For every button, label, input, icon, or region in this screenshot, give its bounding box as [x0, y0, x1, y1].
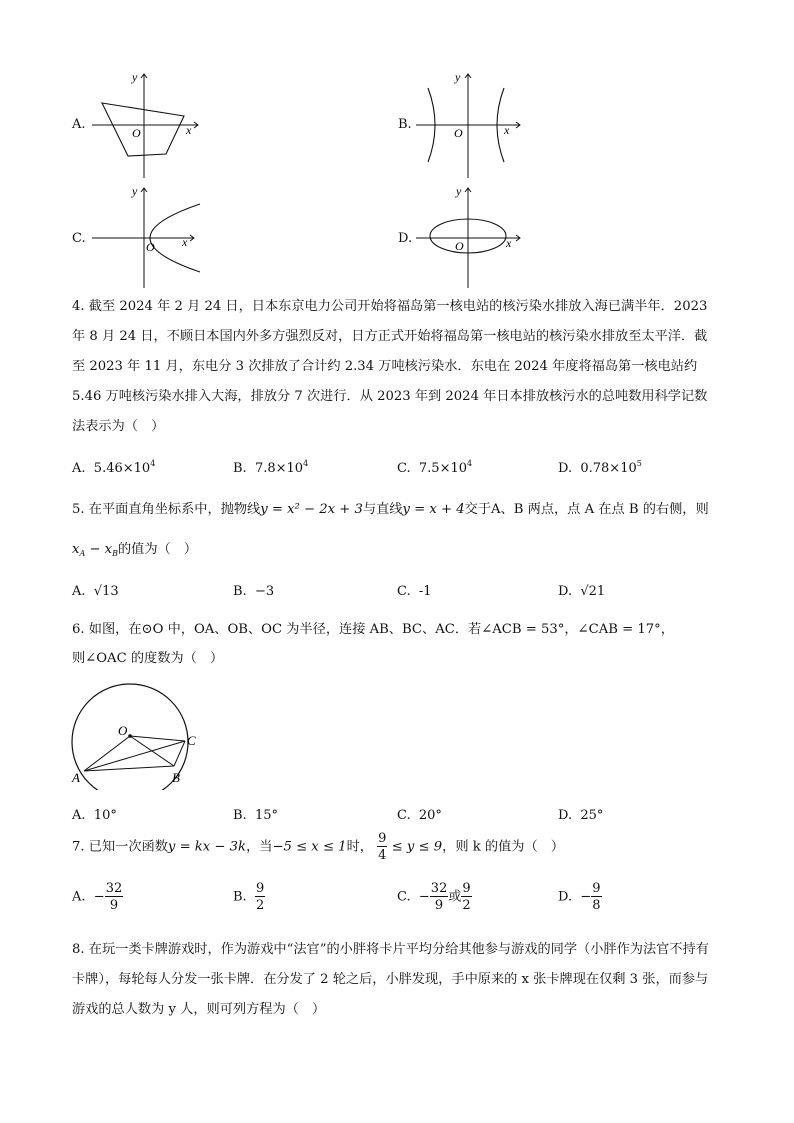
label-o: O — [118, 723, 128, 738]
x-label: x — [504, 123, 510, 137]
y-label: y — [455, 70, 461, 84]
y-label: y — [132, 70, 138, 84]
q5-option-b: B. −3 — [233, 584, 275, 599]
q5-option-d: D. √21 — [558, 584, 606, 599]
origin-label: O — [146, 240, 155, 254]
q4-option-c: C. $7.5\times 10^4$ — [397, 459, 473, 476]
q8-number: 8. — [72, 942, 85, 957]
question-6-line1: 6. 如图，在⊙O 中，OA、OB、OC 为半径，连接 AB、BC、AC．若∠ACB = 53°，∠CAB = 17°， — [72, 622, 674, 637]
q5-parabola-expr: y = x² − 2x + 3 — [260, 502, 363, 517]
question-6-line2: 则∠OAC 的度数为（ ） — [72, 651, 224, 666]
option-d-label: D. — [398, 231, 413, 246]
question-4 — [72, 292, 712, 442]
graph-c-parabola — [88, 184, 208, 292]
graph-a-quadrilateral — [88, 70, 208, 182]
question-8 — [72, 935, 712, 1025]
q7-fraction: $\frac{9}{4}$ — [378, 831, 387, 863]
origin-label: O — [455, 239, 464, 253]
q6-option-a: A. 10° — [72, 808, 117, 823]
question-7-stem: 7. 已知一次函数y = kx − 3k，当−5 ≤ x ≤ 1时， $\frac{9}{4}$ ≤ y ≤ 9，则 k 的值为（ ） — [72, 831, 565, 863]
q6-option-c: C. 20° — [397, 808, 442, 823]
segment-oa — [84, 736, 130, 771]
question-5-line2: $x_A - x_B$的值为（ ） — [72, 542, 198, 558]
q7-option-a: A. − $\frac{32}{9}$ — [72, 881, 123, 913]
origin-label: O — [132, 126, 141, 140]
q4-text: 截至 2024 年 2 月 24 日，日本东京电力公司开始将福岛第一核电站的核污染水排放入海已满半年．2023 年 8 月 24 日，不顾日本国内外多方强烈反对，日方正式开始将福岛第一核电站的核污染水排放至太平洋．截至 2023 年 11 月，东电分 3 次排放了合计约 2.34 万吨核污染水．东电在 2024 年度将福岛第一核电站约 5.46 万吨核污染水排入大海，排放分 7 次进行．从 2023 年到 2024 年日本排放核污水的总吨数用科学记数法表示为（ ） — [72, 299, 708, 434]
q4-option-a: A. $5.46\times 10^4$ — [72, 459, 156, 476]
q4-option-d: D. $0.78\times 10^5$ — [558, 459, 642, 476]
q7-option-d: D. − $\frac{9}{8}$ — [558, 881, 601, 913]
segment-oc — [130, 736, 185, 741]
option-b-label: B. — [398, 117, 412, 132]
label-b: B — [172, 770, 180, 785]
label-c: C — [187, 733, 196, 748]
center-point — [128, 734, 132, 738]
q8-text: 在玩一类卡牌游戏时，作为游戏中“法官”的小胖将卡片平均分给其他参与游戏的同学（小胖作为法官不持有卡牌），每轮每人分发一张卡牌．在分发了 2 轮之后，小胖发现，手中原来的 x 张卡牌现在仅剩 3 张，而参与游戏的总人数为 y 人，则可列方程为（ ） — [72, 942, 709, 1017]
q7-option-b: B. $\frac{9}{2}$ — [233, 881, 265, 913]
option-a-label: A. — [72, 117, 86, 132]
y-label: y — [132, 184, 138, 198]
q7-y-range: ≤ y ≤ 9 — [391, 839, 443, 855]
q6-circle-figure — [66, 678, 206, 790]
y-label: y — [456, 184, 462, 198]
graph-d-ellipse — [412, 184, 532, 292]
x-label: x — [182, 235, 188, 249]
x-label: x — [506, 236, 512, 250]
q5-option-c: C. -1 — [397, 584, 432, 599]
q5-line-expr: y = x + 4 — [402, 502, 465, 517]
q7-option-c: C. − $\frac{32}{9}$ 或 $\frac{9}{2}$ — [397, 881, 471, 913]
graph-b-hyperbola — [412, 70, 532, 182]
q7-function: y = kx − 3k — [167, 839, 247, 855]
q6-option-b: B. 15° — [233, 808, 278, 823]
quadrilateral-shape — [102, 103, 184, 156]
segment-bc — [174, 741, 185, 766]
question-5-line1: 5. 在平面直角坐标系中，抛物线y = x² − 2x + 3与直线y = x + 4交于A、B 两点，点 A 在点 B 的右侧，则 — [72, 502, 709, 517]
q7-x-range: −5 ≤ x ≤ 1 — [272, 839, 347, 855]
q4-number: 4. — [72, 299, 85, 314]
option-c-label: C. — [72, 231, 86, 246]
q5-option-a: A. √13 — [72, 584, 119, 599]
q4-option-b: B. $7.8\times 10^4$ — [233, 459, 309, 476]
label-a: A — [72, 770, 80, 785]
x-label: x — [186, 123, 192, 137]
q6-option-d: D. 25° — [558, 808, 604, 823]
origin-label: O — [454, 126, 463, 140]
